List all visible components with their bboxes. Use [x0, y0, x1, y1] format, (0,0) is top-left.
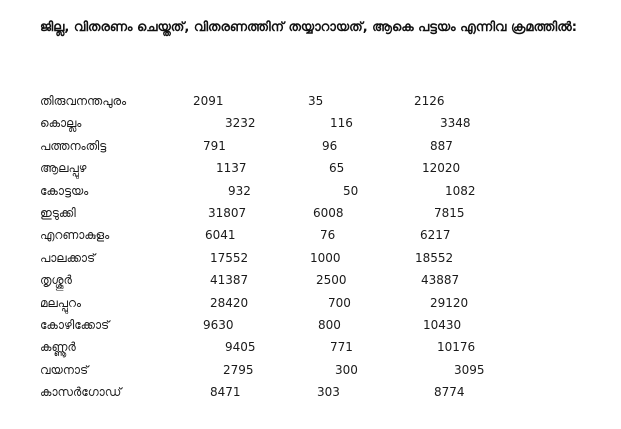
ready-value: 35	[308, 94, 324, 108]
district-name: കാസർഗോഡ്	[40, 385, 122, 400]
district-name: കണ്ണൂർ	[40, 340, 76, 355]
table-row	[40, 202, 600, 224]
ready-value: 116	[330, 116, 353, 131]
district-name: മലപ്പുറം	[40, 295, 82, 310]
total-value: 6217	[420, 228, 451, 243]
distributed-value: 9405	[225, 340, 256, 355]
page-heading: ജില്ല, വിതരണം ചെയ്തത്, വിതരണത്തിന് തയ്യാറായത്, ആകെ പട്ടയം എന്നിവ ക്രമത്തിൽ:	[40, 20, 577, 35]
district-name: ഇടുക്കി	[40, 205, 76, 220]
district-name: തൃശ്ശൂർ	[40, 273, 72, 288]
total-value: 10430	[423, 317, 462, 332]
table-row	[40, 292, 600, 314]
table-row	[40, 359, 600, 381]
district-name: കോഴിക്കോട്	[40, 317, 110, 332]
distributed-value: 8471	[210, 385, 241, 400]
distributed-value: 9630	[203, 317, 234, 332]
ready-value: 65	[329, 161, 345, 176]
ready-value: 771	[330, 340, 353, 355]
ready-value: 50	[343, 183, 359, 198]
ready-value: 700	[328, 295, 351, 310]
distributed-value: 6041	[205, 228, 236, 243]
total-value: 18552	[415, 250, 454, 265]
table-row	[40, 269, 600, 291]
district-name: കോട്ടയം	[40, 183, 89, 198]
distributed-value: 2091	[193, 94, 224, 108]
table-row	[40, 247, 600, 269]
table-row	[40, 180, 600, 202]
distributed-value: 1137	[216, 161, 247, 176]
total-value: 7815	[434, 205, 465, 220]
total-value: 1082	[445, 183, 476, 198]
ready-value: 1000	[310, 250, 341, 265]
ready-value: 96	[322, 138, 338, 153]
total-value: 2126	[414, 94, 445, 108]
table-row	[40, 90, 600, 112]
distributed-value: 17552	[210, 250, 249, 265]
ready-value: 6008	[313, 205, 344, 220]
total-value: 8774	[434, 385, 465, 400]
district-data-table	[40, 90, 600, 403]
table-row	[40, 314, 600, 336]
distributed-value: 31807	[208, 205, 247, 220]
district-name: എറണാകുളം	[40, 228, 110, 243]
ready-value: 76	[320, 228, 336, 243]
distributed-value: 28420	[210, 295, 249, 310]
total-value: 43887	[421, 273, 460, 288]
ready-value: 800	[318, 317, 341, 332]
distributed-value: 932	[228, 183, 251, 198]
district-name: തിരുവനന്തപുരം	[40, 94, 127, 108]
table-row	[40, 336, 600, 358]
total-value: 3348	[440, 116, 471, 131]
ready-value: 2500	[316, 273, 347, 288]
district-name: പാലക്കാട്	[40, 250, 96, 265]
distributed-value: 791	[203, 138, 226, 153]
total-value: 12020	[422, 161, 461, 176]
district-name: കൊല്ലം	[40, 116, 82, 131]
table-row	[40, 135, 600, 157]
total-value: 3095	[454, 362, 485, 377]
district-name: വയനാട്	[40, 362, 89, 377]
district-name: പത്തനംതിട്ട	[40, 138, 107, 153]
total-value: 29120	[430, 295, 469, 310]
district-name: ആലപ്പുഴ	[40, 161, 87, 176]
ready-value: 303	[317, 385, 340, 400]
table-row	[40, 112, 600, 134]
total-value: 10176	[437, 340, 476, 355]
ready-value: 300	[335, 362, 358, 377]
table-row	[40, 224, 600, 246]
table-row	[40, 381, 600, 403]
table-row	[40, 157, 600, 179]
distributed-value: 41387	[210, 273, 249, 288]
distributed-value: 2795	[223, 362, 254, 377]
distributed-value: 3232	[225, 116, 256, 131]
total-value: 887	[430, 138, 453, 153]
